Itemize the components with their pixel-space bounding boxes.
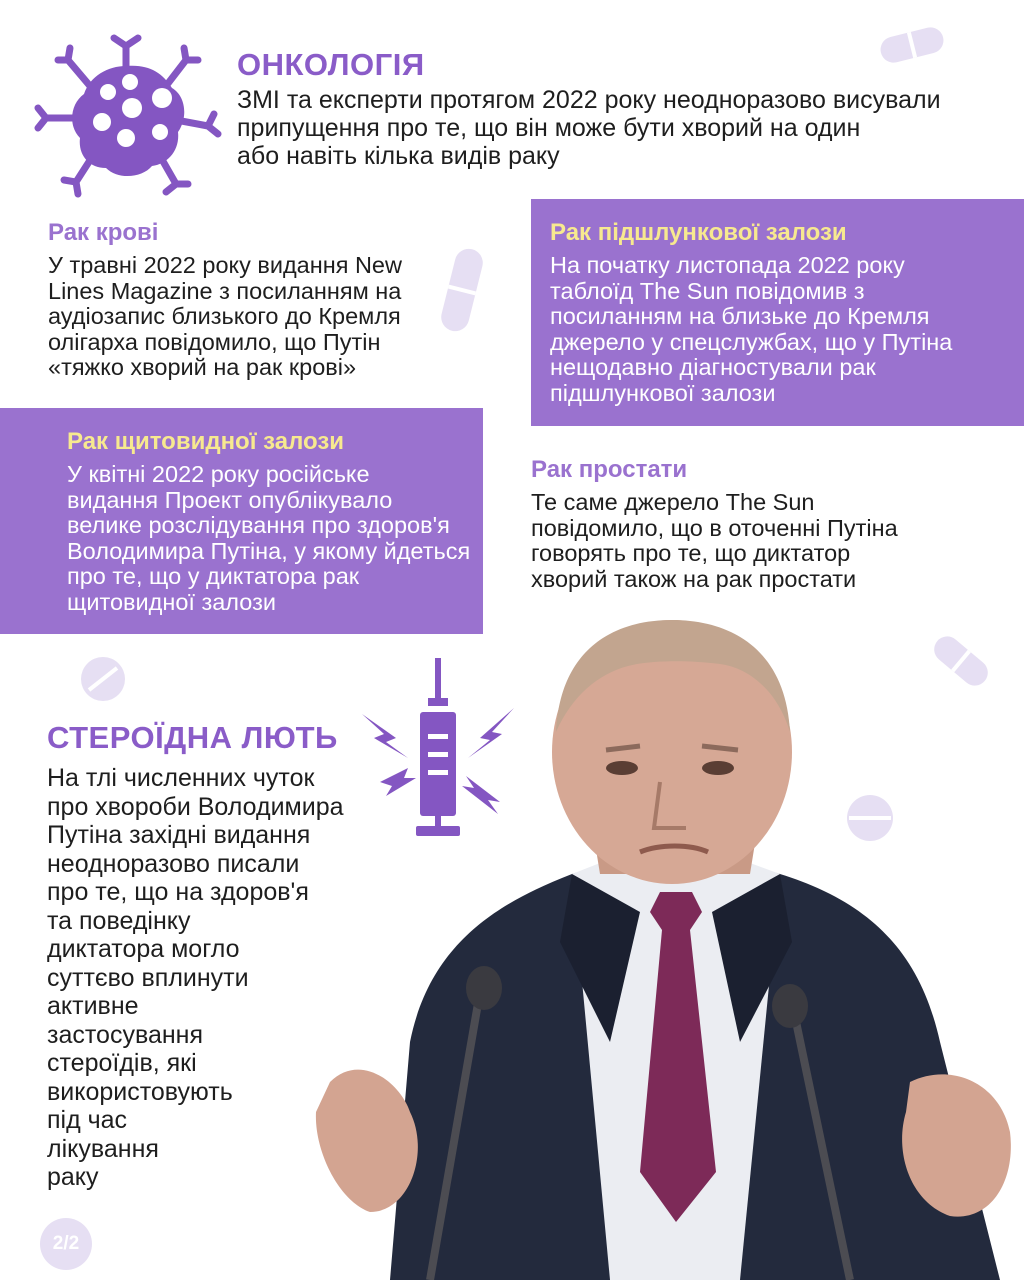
pancreatic-cancer-card	[531, 199, 1024, 426]
steroid-text: На тлі численних чуток про хвороби Володимира Путіна західні видання неодноразово писали про те, що на здоров'я та поведінку диктатора могло суттєво вплинути активне застосування стероїдів, які використовують під час лікування раку	[47, 764, 344, 1191]
pancreatic-cancer-title: Рак підшлункової залози	[550, 219, 847, 246]
tablet-icon	[78, 654, 128, 704]
thyroid-cancer-card	[0, 408, 483, 634]
oncology-title: ОНКОЛОГІЯ	[237, 47, 425, 82]
steroid-title: СТЕРОЇДНА ЛЮТЬ	[47, 720, 338, 755]
pill-icon	[876, 24, 948, 66]
thyroid-cancer-text: У квітні 2022 року російське видання Проект опублікувало велике розслідування про здоров'я Володимира Путіна, у якому йдеться про те, що у диктатора рак щитовидної залози	[67, 461, 471, 615]
speaker-photo	[310, 612, 1024, 1280]
thyroid-cancer-title: Рак щитовидної залози	[67, 428, 345, 455]
pill-icon	[434, 244, 490, 336]
page-badge	[40, 1218, 92, 1270]
blood-cancer-text: У травні 2022 року видання New Lines Magazine з посиланням на аудіозапис близького до Кремля олігарха повідомило, що Путін «тяжко хворий на рак крові»	[48, 252, 402, 380]
virus-icon	[28, 16, 224, 206]
page-badge-label: 2/2	[52, 1233, 80, 1254]
prostate-cancer-title: Рак простати	[531, 456, 688, 483]
pancreatic-cancer-text: На початку листопада 2022 року таблоїд The Sun повідомив з посиланням на близьке до Кремля джерело у спецслужбах, що у Путіна нещодавно діагностували рак підшлункової залози	[550, 252, 953, 406]
blood-cancer-title: Рак крові	[48, 219, 159, 246]
prostate-cancer-text: Те саме джерело The Sun повідомило, що в оточенні Путіна говорять про те, що диктатор хворий також на рак простати	[531, 489, 898, 592]
oncology-description: ЗМІ та експерти протягом 2022 року неодноразово висували припущення про те, що він може бути хворий на один або навіть кілька видів раку	[237, 86, 941, 170]
